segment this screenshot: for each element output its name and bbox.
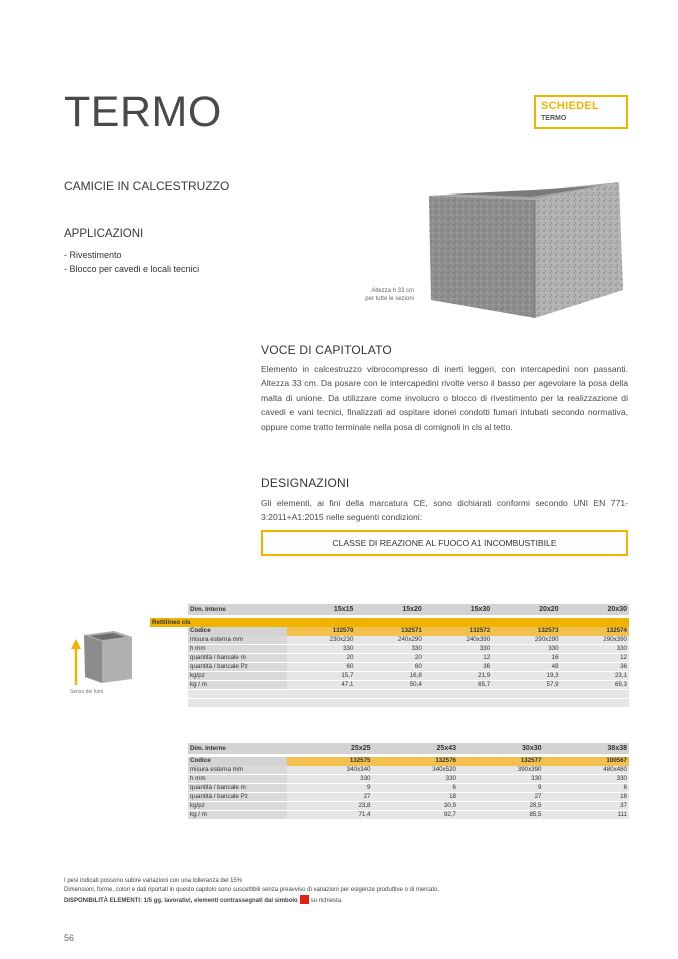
table-row: quantità / bancale m 20 20 12 16 12 [150, 653, 629, 662]
table-header-row: Dim. Interne 25x25 25x43 30x30 38x38 [188, 743, 629, 754]
availability-note: DISPONIBILITÀ ELEMENTI: 1/5 gg. lavorativi, elementi contrassegnati dal simbolo su richiesta. [64, 895, 439, 906]
table-row: misura esterna mm 340x340 340x520 390x390 480x480 [190, 765, 627, 773]
image-caption: Altezza h 33 cm per tutte le sezioni [365, 288, 414, 302]
designazioni-text: Gli elementi, ai fini della marcatura CE, sono dichiarati conformi secondo UNI EN 771-3:2011+A1:2015 nelle seguenti condizioni: [261, 498, 628, 523]
capitolato-title: VOCE DI CAPITOLATO [261, 343, 392, 357]
table-row: h mm 330 330 330 330 330 [150, 644, 629, 653]
table-row: kg / m 47,1 50,4 65,7 57,9 69,3 [150, 680, 629, 689]
table-row: kg/pz 15,7 16,8 21,9 19,3 23,1 [150, 671, 629, 680]
table-category-row: Rettilineo cls [150, 618, 629, 627]
logo-product: TERMO [541, 115, 567, 122]
table-row: quantità / bancale m 9 6 9 6 [190, 783, 627, 791]
spec-table-1 [150, 604, 629, 708]
table-code-row: Codice 132575 132576 132577 100567 [190, 757, 627, 765]
table-row [150, 689, 629, 698]
product-thumbnail [70, 625, 136, 695]
page-title: TERMO [64, 88, 222, 136]
table-header-row: Dim. Interne 15x15 15x20 15x30 20x20 20x30 [150, 604, 629, 615]
flow-direction-caption: Senso dei fumi [70, 689, 104, 695]
designazioni-title: DESIGNAZIONI [261, 476, 350, 490]
capitolato-text: Elemento in calcestruzzo vibrocompresso di inerti leggeri, con intercapedini non passanti. Altezza 33 cm. Da posare con le intercapedini rivolte verso il basso per agevolare la posa della malta di unione. Da utilizzare come involucro o blocco di rivestimento per la realizzazione di cavedi e vani tecnici, finalizzati ad ospitare idonei condotti fumari intubati secondo normativa, oppure come tratto terminale nella posa di comignoli in cls al tetto. [261, 364, 628, 432]
page-number: 56 [64, 933, 75, 943]
table-row: kg / m 71,4 92,7 85,5 111 [190, 810, 627, 818]
table-row: quantità / bancale Pz 60 60 36 48 36 [150, 662, 629, 671]
disclaimer-note: Dimensioni, forme, colori e dati riportati in questo capitolo sono suscettibili senza preavviso di variazioni per esigenze produttive o di mercato. [64, 887, 440, 893]
table-row: quantità / bancale Pz 27 18 27 18 [190, 792, 627, 800]
table-row: h mm 330 330 330 330 [190, 774, 627, 782]
table-row: kg/pz 23,8 30,9 28,5 37 [190, 801, 627, 809]
applications-title: APPLICAZIONI [64, 228, 144, 240]
applications-list [64, 249, 199, 276]
weight-note: I pesi indicati possono subire variazioni con una tolleranza del 15% [64, 878, 243, 884]
on-request-marker-icon [300, 895, 309, 904]
table-code-row: Codice 132570 132571 132572 132573 132574 [150, 627, 629, 636]
table-row: misura esterna mm 230x230 240x290 240x390 290x290 290x390 [150, 636, 629, 645]
fire-class-box: CLASSE DI REAZIONE AL FUOCO A1 INCOMBUSTIBILE [261, 530, 628, 556]
subtitle: CAMICIE IN CALCESTRUZZO [64, 179, 230, 193]
footer-notes [64, 877, 439, 906]
list-item: - Rivestimento [64, 249, 199, 263]
spec-table-2 [188, 743, 629, 820]
logo-brand: SCHIEDEL [541, 100, 600, 112]
list-item: - Blocco per cavedi e locali tecnici [64, 263, 199, 277]
table-row [150, 698, 629, 707]
brand-logo [534, 95, 628, 129]
concrete-block-image [423, 176, 628, 318]
